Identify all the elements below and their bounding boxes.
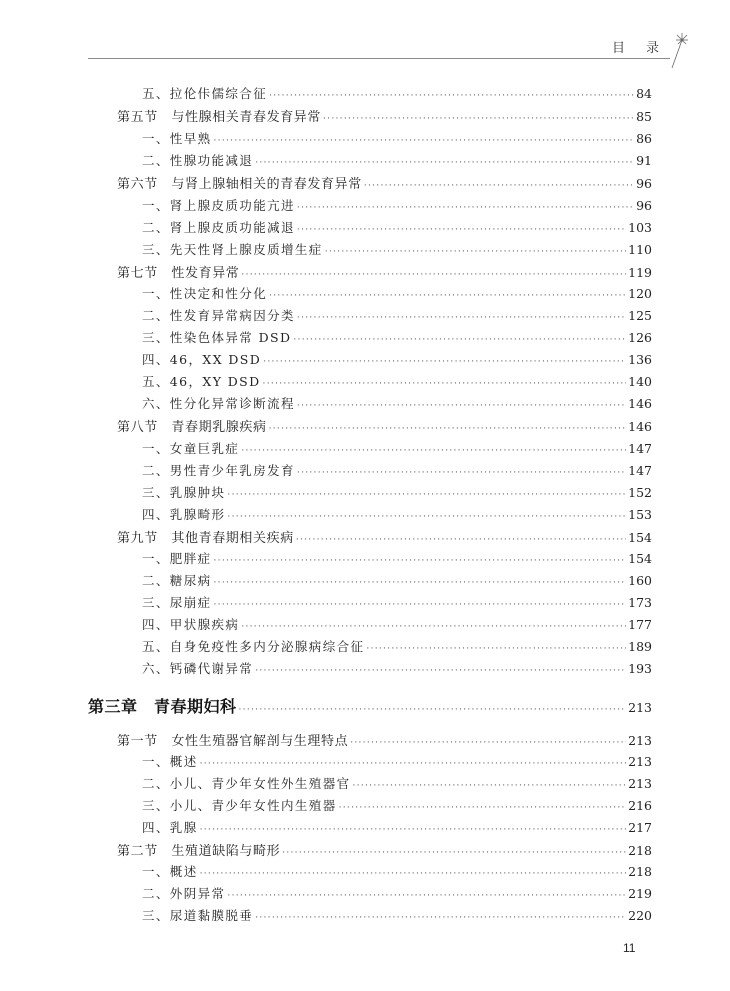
dot-leader [297, 399, 626, 413]
toc-entry-label: 一、肾上腺皮质功能亢进 [142, 198, 295, 213]
toc-item-entry[interactable] [142, 906, 652, 925]
dot-leader [241, 444, 626, 458]
toc-item-entry[interactable] [142, 862, 652, 881]
dot-leader [296, 533, 626, 547]
toc-entry-label: 三、小儿、青少年女性内生殖器 [142, 798, 337, 813]
toc-entry-label: 第一节 女性生殖器官解剖与生理特点 [117, 734, 349, 749]
toc-entry-page: 154 [628, 530, 652, 545]
toc-entry-page: 147 [628, 441, 652, 456]
toc-entry-label: 二、男性青少年乳房发育 [142, 463, 295, 478]
toc-entry-page: 125 [628, 308, 652, 323]
dot-leader [255, 911, 626, 925]
toc-item-entry[interactable] [142, 549, 652, 568]
dot-leader [364, 179, 634, 193]
dot-leader [269, 289, 626, 303]
dot-leader [269, 422, 627, 436]
dot-leader [255, 156, 634, 170]
toc-entry-page: 84 [636, 86, 652, 101]
toc-entry-label: 三、尿崩症 [142, 595, 212, 610]
toc-entry-page: 85 [636, 109, 652, 124]
toc-entry-page: 173 [628, 595, 652, 610]
toc-entry-label: 一、女童巨乳症 [142, 441, 240, 456]
toc-entry-page: 154 [628, 551, 652, 566]
page-number: 11 [623, 941, 636, 955]
toc-item-entry[interactable] [142, 218, 652, 237]
toc-item-entry[interactable] [142, 505, 652, 524]
toc-entry-page: 160 [628, 573, 652, 588]
toc-item-entry[interactable] [142, 774, 652, 793]
toc-entry-page: 96 [636, 176, 652, 191]
toc-entry-label: 二、性发育异常病因分类 [142, 308, 295, 323]
toc-entry-page: 147 [628, 463, 652, 478]
toc-section-entry[interactable] [117, 527, 652, 547]
toc-chapter-entry[interactable] [88, 694, 652, 717]
toc-entry-label: 二、外阴异常 [142, 886, 226, 901]
dot-leader [241, 268, 626, 282]
running-header-title: 目 录 [612, 41, 664, 56]
dot-leader [200, 867, 627, 881]
dot-leader [227, 889, 626, 903]
toc-item-entry[interactable] [142, 796, 652, 815]
toc-entry-page: 213 [628, 776, 652, 791]
toc-entry-page: 103 [628, 220, 652, 235]
toc-entry-label: 第五节 与性腺相关青春发育异常 [117, 110, 322, 125]
toc-entry-label: 二、糖尿病 [142, 573, 212, 588]
toc-item-entry[interactable] [142, 151, 652, 170]
toc-section-entry[interactable] [117, 840, 652, 860]
toc-entry-page: 91 [636, 153, 652, 168]
toc-entry-label: 六、钙磷代谢异常 [142, 661, 254, 676]
dot-leader [339, 801, 627, 815]
dot-leader [214, 576, 627, 590]
toc-entry-page: 86 [636, 131, 652, 146]
toc-entry-page: 217 [628, 820, 652, 835]
toc-entry-page: 126 [628, 330, 652, 345]
toc-item-entry[interactable] [142, 284, 652, 303]
toc-entry-label: 六、性分化异常诊断流程 [142, 396, 295, 411]
toc-item-entry[interactable] [142, 350, 652, 369]
toc-entry-label: 五、自身免疫性多内分泌腺病综合征 [142, 639, 365, 654]
toc-entry-page: 193 [628, 661, 652, 676]
dot-leader [263, 355, 626, 369]
dot-leader [282, 846, 626, 860]
dot-leader [214, 134, 635, 148]
toc-entry-page: 110 [628, 242, 652, 257]
toc-item-entry[interactable] [142, 483, 652, 502]
dot-leader [255, 664, 626, 678]
toc-entry-page: 146 [628, 419, 652, 434]
toc-entry-page: 177 [628, 617, 652, 632]
dot-leader [200, 823, 627, 837]
dot-leader [350, 736, 626, 750]
toc-entry-label: 五、拉伦佧儒综合征 [142, 86, 268, 101]
toc-entry-page: 216 [628, 798, 652, 813]
toc-entry-label: 第九节 其他青春期相关疾病 [117, 531, 294, 546]
toc-entry-label: 第二节 生殖道缺陷与畸形 [117, 844, 281, 859]
toc-entry-page: 119 [628, 265, 652, 280]
toc-entry-page: 213 [628, 700, 652, 715]
dot-leader [353, 779, 627, 793]
toc-section-entry[interactable] [117, 106, 652, 126]
toc-item-entry[interactable] [142, 659, 652, 678]
toc-entry-label: 一、概述 [142, 754, 198, 769]
toc-entry-label: 第三章 青春期妇科 [88, 697, 237, 716]
toc-item-entry[interactable] [142, 372, 652, 391]
toc-entry-label: 一、肥胖症 [142, 551, 212, 566]
toc-entry-page: 153 [628, 507, 652, 522]
toc-entry-label: 一、性早熟 [142, 131, 212, 146]
toc-item-entry[interactable] [142, 637, 652, 656]
toc-entry-page: 218 [628, 843, 652, 858]
toc-entry-label: 一、概述 [142, 864, 198, 879]
dot-leader [200, 757, 627, 771]
dot-leader [214, 598, 627, 612]
toc-item-entry[interactable] [142, 394, 652, 413]
toc-section-entry[interactable] [117, 730, 652, 750]
dot-leader [297, 201, 634, 215]
toc-entry-label: 四、乳腺畸形 [142, 507, 226, 522]
toc-item-entry[interactable] [142, 818, 652, 837]
dot-leader [297, 223, 626, 237]
dot-leader [227, 510, 626, 524]
toc-entry-page: 213 [628, 754, 652, 769]
toc-entry-page: 219 [628, 886, 652, 901]
toc-entry-page: 136 [628, 352, 652, 367]
dot-leader [293, 333, 626, 347]
dot-leader [214, 554, 627, 568]
toc-entry-label: 第八节 青春期乳腺疾病 [117, 420, 267, 435]
dot-leader [297, 311, 626, 325]
toc-entry-page: 146 [628, 396, 652, 411]
toc-item-entry[interactable] [142, 129, 652, 148]
dandelion-icon [664, 30, 690, 70]
toc-entry-label: 二、性腺功能减退 [142, 153, 254, 168]
toc-item-entry[interactable] [142, 240, 652, 259]
dot-leader [239, 703, 627, 717]
toc-entry-label: 五、46，XY DSD [142, 374, 261, 389]
toc-item-entry[interactable] [142, 84, 652, 103]
toc-entry-page: 96 [636, 198, 652, 213]
toc-entry-label: 三、尿道黏膜脱垂 [142, 908, 254, 923]
toc-entry-label: 四、乳腺 [142, 820, 198, 835]
header-rule [88, 58, 670, 59]
toc-item-entry[interactable] [142, 593, 652, 612]
toc-section-entry[interactable] [117, 416, 652, 436]
dot-leader [325, 245, 626, 259]
dot-leader [269, 89, 634, 103]
toc-entry-label: 二、小儿、青少年女性外生殖器官 [142, 776, 351, 791]
dot-leader [241, 620, 626, 634]
toc-entry-label: 四、甲状腺疾病 [142, 617, 240, 632]
toc-entry-page: 189 [628, 639, 652, 654]
toc-item-entry[interactable] [142, 439, 652, 458]
dot-leader [366, 642, 626, 656]
toc-item-entry[interactable] [142, 328, 652, 347]
toc-entry-label: 三、性染色体异常 DSD [142, 330, 292, 345]
toc-section-entry[interactable] [117, 262, 652, 282]
toc-item-entry[interactable] [142, 196, 652, 215]
toc-entry-label: 三、先天性肾上腺皮质增生症 [142, 242, 323, 257]
dot-leader [323, 112, 634, 126]
toc-entry-page: 140 [628, 374, 652, 389]
toc-entry-page: 220 [628, 908, 652, 923]
toc-item-entry[interactable] [142, 461, 652, 480]
toc-entry-label: 第六节 与肾上腺轴相关的青春发育异常 [117, 177, 362, 192]
toc-entry-page: 218 [628, 864, 652, 879]
toc-section-entry[interactable] [117, 173, 652, 193]
toc-entry-label: 第七节 性发育异常 [117, 266, 240, 281]
toc-entry-page: 152 [628, 485, 652, 500]
dot-leader [227, 488, 626, 502]
toc-item-entry[interactable] [142, 306, 652, 325]
toc-item-entry[interactable] [142, 571, 652, 590]
toc-item-entry[interactable] [142, 884, 652, 903]
toc-entry-label: 四、46，XX DSD [142, 352, 262, 367]
dot-leader [297, 466, 626, 480]
toc-item-entry[interactable] [142, 615, 652, 634]
toc-entry-page: 213 [628, 733, 652, 748]
toc-entry-label: 二、肾上腺皮质功能减退 [142, 220, 295, 235]
toc-entry-label: 一、性决定和性分化 [142, 286, 268, 301]
toc-entry-page: 120 [628, 286, 652, 301]
toc-item-entry[interactable] [142, 752, 652, 771]
toc-entry-label: 三、乳腺肿块 [142, 485, 226, 500]
dot-leader [263, 377, 627, 391]
